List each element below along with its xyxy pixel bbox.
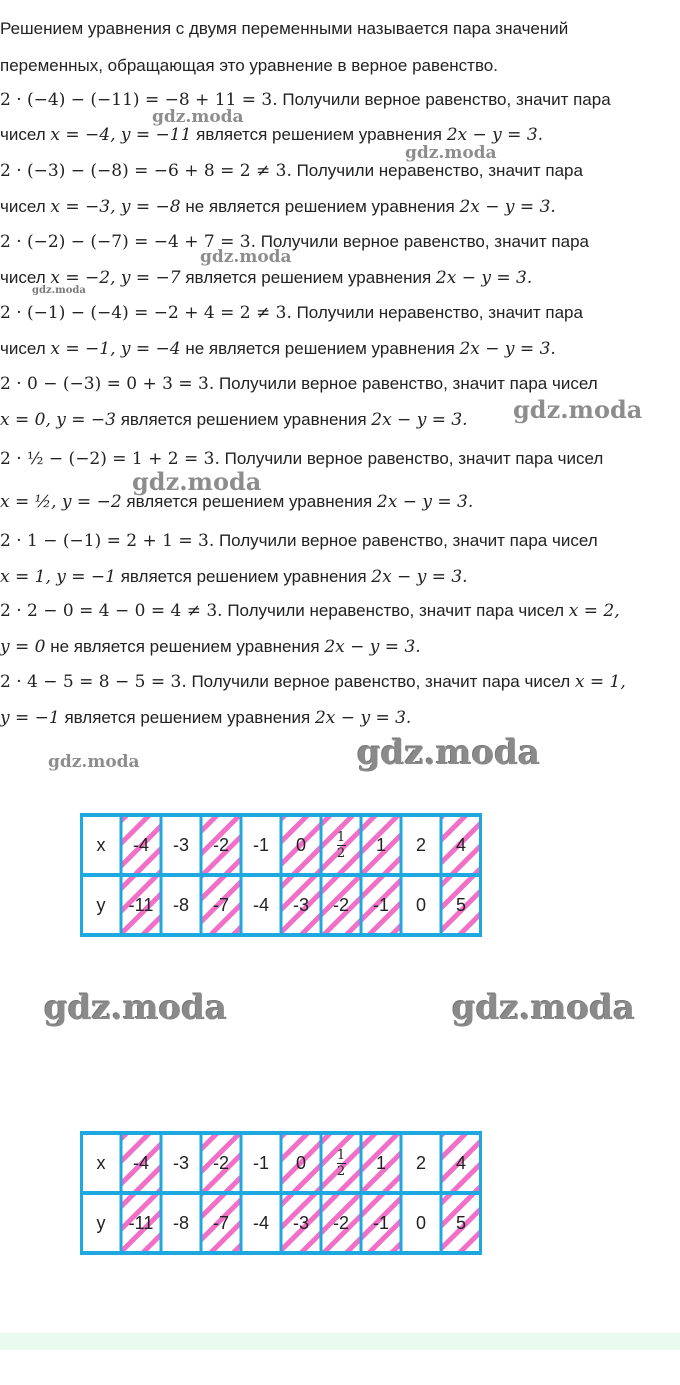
footer-strip [0, 1333, 680, 1350]
table-cell: 5 [455, 1212, 466, 1233]
math-expression: 2 · 1 − (−1) = 2 + 1 = 3. [0, 531, 215, 551]
math-expression: 2 · (−1) − (−4) = −2 + 4 = 2 ≠ 3. [0, 303, 292, 323]
line-text: является решением уравнения [121, 492, 377, 511]
table-cell: y [96, 1212, 106, 1233]
math-expression: 2 · (−2) − (−7) = −4 + 7 = 3. [0, 232, 256, 252]
table-cell: -8 [172, 1212, 189, 1233]
math-expression: 2x − y = 3. [435, 268, 533, 288]
solution-line [0, 89, 611, 111]
watermark: gdz.moda [452, 988, 636, 1028]
math-expression: 2 · (−4) − (−11) = −8 + 11 = 3. [0, 90, 278, 110]
line-text: Получили верное равенство, значит пара чисел [219, 449, 604, 468]
fraction-denominator: 2 [336, 845, 346, 861]
intro-line-2: переменных, обращающая это уравнение в верное равенство. [0, 56, 498, 75]
math-expression: 2 · ½ − (−2) = 1 + 2 = 3. [0, 449, 220, 469]
math-expression: x = −3, y = −8 [50, 197, 181, 217]
solution-line [0, 448, 603, 470]
watermark: gdz.moda [357, 733, 541, 773]
table-cell: -2 [212, 834, 229, 855]
math-expression: 2 · (−3) − (−8) = −6 + 8 = 2 ≠ 3. [0, 161, 292, 181]
fraction [337, 1149, 346, 1178]
table-cell: -3 [172, 1152, 189, 1173]
watermark: gdz.moda [513, 395, 643, 424]
solution-line [0, 636, 421, 658]
line-text: является решением уравнения [115, 567, 372, 586]
table-cell: x [96, 834, 106, 855]
math-expression: 2 · 0 − (−3) = 0 + 3 = 3. [0, 374, 215, 394]
table-cell: 4 [455, 1152, 466, 1173]
math-expression: 2x − y = 3. [371, 410, 468, 430]
line-text: не является решением уравнения [45, 637, 325, 656]
math-expression: x = 1, [574, 672, 626, 692]
line-text: Получили неравенство, значит пара [291, 161, 583, 180]
watermark: gdz.moda [44, 988, 228, 1028]
math-expression: 2x − y = 3. [314, 708, 412, 728]
table-cell: 1 [375, 834, 386, 855]
watermark: gdz.moda [132, 467, 262, 496]
table-cell-fraction [321, 815, 361, 875]
table-cell: -4 [132, 834, 149, 855]
table-cell: -2 [332, 894, 349, 915]
math-expression: x = −2, y = −7 [50, 268, 181, 288]
table-cell: 0 [295, 834, 306, 855]
table-cell: -1 [252, 1152, 269, 1173]
value-table [80, 813, 482, 937]
math-expression: y = −1 [0, 708, 60, 728]
table-cell-fraction [321, 1133, 361, 1193]
line-text: Получили верное равенство, значит пара чисел [214, 531, 598, 550]
fraction-numerator: 1 [336, 829, 346, 845]
table-cell: -7 [212, 894, 229, 915]
watermark: gdz.moda [152, 107, 244, 127]
math-expression: 2x − y = 3. [459, 197, 556, 217]
table-cell: -4 [252, 1212, 269, 1233]
math-expression: x = ½, y = −2 [0, 492, 122, 512]
math-expression: 2x − y = 3. [376, 492, 474, 512]
table-cell: -3 [172, 834, 189, 855]
solution-line [0, 530, 598, 552]
solution-line [0, 160, 583, 182]
line-text: чисел [0, 125, 51, 144]
math-expression: x = 2, [568, 601, 620, 621]
solution-line [0, 600, 620, 622]
table-cell: y [96, 894, 106, 915]
table-cell: -1 [252, 834, 269, 855]
math-expression: 2x − y = 3. [371, 567, 468, 587]
table-cell: -1 [372, 894, 389, 915]
solution-line [0, 373, 598, 395]
table-cell: -4 [132, 1152, 149, 1173]
table-cell: -1 [372, 1212, 389, 1233]
fraction-numerator: 1 [336, 1147, 346, 1163]
watermark: gdz.moda [200, 247, 292, 267]
math-expression: y = 0 [0, 637, 46, 657]
line-text: является решением уравнения [180, 268, 436, 287]
table-cell: -2 [332, 1212, 349, 1233]
line-text: чисел [0, 268, 51, 287]
watermark: gdz.moda [32, 285, 86, 296]
line-text: Получили верное равенство, значит пара [255, 232, 590, 251]
math-expression: 2x − y = 3. [324, 637, 421, 657]
math-expression: x = −4, y = −11 [50, 125, 192, 145]
watermark: gdz.moda [405, 143, 497, 163]
table-cell: 2 [415, 834, 426, 855]
table-cell: -4 [252, 894, 269, 915]
table-cell: -3 [292, 894, 309, 915]
math-expression: 2x − y = 3. [459, 339, 556, 359]
line-text: Получили верное равенство, значит пара чисел [186, 672, 575, 691]
solution-line [0, 338, 556, 360]
math-expression: x = 1, y = −1 [0, 567, 116, 587]
line-text: не является решением уравнения [180, 197, 460, 216]
solution-line [0, 707, 411, 729]
table-cell: 1 [375, 1152, 386, 1173]
math-expression: 2 · 2 − 0 = 4 − 0 = 4 ≠ 3. [0, 601, 223, 621]
fraction-denominator: 2 [336, 1163, 346, 1179]
table-cell: -7 [212, 1212, 229, 1233]
fraction [337, 831, 346, 860]
value-table [80, 1131, 482, 1255]
intro-line-1: Решением уравнения с двумя переменными называется пара значений [0, 19, 569, 38]
line-text: Получили верное равенство, значит пара чисел [214, 374, 598, 393]
watermark: gdz.moda [48, 752, 140, 772]
table-cell: -3 [292, 1212, 309, 1233]
line-text: Получили неравенство, значит пара чисел [222, 601, 569, 620]
table-cell: -8 [172, 894, 189, 915]
table-cell: -11 [128, 894, 154, 915]
table-cell: -11 [128, 1212, 154, 1233]
math-expression: x = −1, y = −4 [50, 339, 181, 359]
solution-line [0, 566, 468, 588]
table-cell: 4 [455, 834, 466, 855]
line-text: чисел [0, 339, 51, 358]
solution-line [0, 302, 583, 324]
table-cell: 0 [295, 1152, 306, 1173]
line-text: чисел [0, 197, 51, 216]
line-text: не является решением уравнения [180, 339, 460, 358]
table-cell: 5 [455, 894, 466, 915]
solution-line [0, 409, 468, 431]
line-text: является решением уравнения [191, 125, 447, 144]
table-cell: 0 [415, 1212, 426, 1233]
solution-line [0, 671, 626, 693]
line-text: Получили неравенство, значит пара [291, 303, 583, 322]
math-expression: 2x − y = 3. [446, 125, 544, 145]
line-text: является решением уравнения [59, 708, 315, 727]
line-text: Получили верное равенство, значит пара [277, 90, 611, 109]
table-cell: x [96, 1152, 106, 1173]
solution-line [0, 196, 556, 218]
solution-line [0, 231, 589, 253]
table-cell: 2 [415, 1152, 426, 1173]
table-cell: -2 [212, 1152, 229, 1173]
math-expression: 2 · 4 − 5 = 8 − 5 = 3. [0, 672, 187, 692]
table-cell: 0 [415, 894, 426, 915]
math-expression: x = 0, y = −3 [0, 410, 116, 430]
line-text: является решением уравнения [115, 410, 372, 429]
